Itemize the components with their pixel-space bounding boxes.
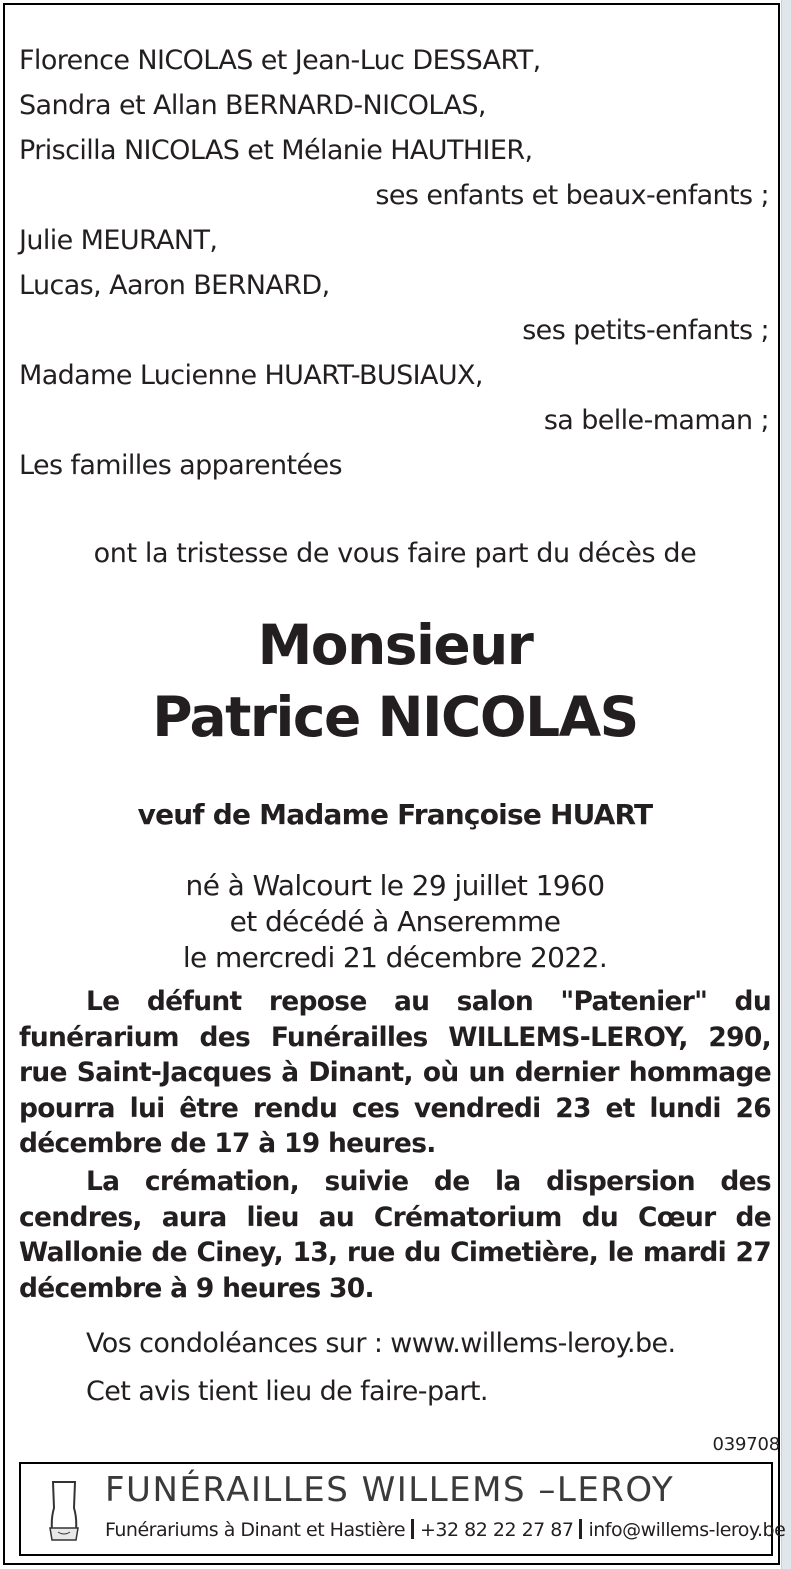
announcement-text: ont la tristesse de vous faire part du décès de	[93, 538, 697, 569]
deceased-name: Patrice NICOLAS	[152, 685, 638, 749]
wake-text: Le défunt repose au salon "Patenier" du funérarium des Funérailles WILLEMS-LEROY, 290, rue Saint-Jacques à Dinant, où un dernier hommage pourra lui être rendu ces vendredi 23 et lundi 26 décembre de 17 à 19 heures.	[19, 986, 771, 1159]
death-date-line: le mercredi 21 décembre 2022.	[182, 941, 608, 974]
family-line: Julie MEURANT,	[19, 225, 218, 256]
family-role: ses enfants et beaux-enfants ;	[375, 180, 769, 211]
family-line: Les familles apparentées	[19, 450, 343, 481]
deceased-title: Monsieur	[257, 613, 533, 677]
brand-name: FUNÉRAILLES WILLEMS –LEROY	[105, 1470, 675, 1510]
side-strip	[781, 0, 791, 1569]
funeral-home-logo	[19, 1462, 786, 1556]
family-role: sa belle-maman ;	[543, 405, 769, 436]
divider	[411, 1519, 414, 1539]
family-line: Priscilla NICOLAS et Mélanie HAUTHIER,	[19, 135, 533, 166]
phone-number: +32 82 22 27 87	[420, 1519, 574, 1541]
cremation-text: La crémation, suivie de la dispersion des cendres, aura lieu au Crématorium du Cœur de Wallonie de Ciney, 13, rue du Cimetière, le mardi 27 décembre à 9 heures 30.	[19, 1166, 771, 1304]
condolences-line: Vos condoléances sur : www.willems-leroy.be.	[86, 1328, 676, 1359]
cremation-paragraph	[19, 1164, 771, 1306]
contact-line	[105, 1519, 785, 1541]
locations-text: Funérariums à Dinant et Hastière	[105, 1519, 406, 1541]
family-line: Sandra et Allan BERNARD-NICOLAS,	[19, 90, 486, 121]
family-line: Lucas, Aaron BERNARD,	[19, 270, 330, 301]
birth-line: né à Walcourt le 29 juillet 1960	[185, 869, 605, 902]
obituary-content	[19, 38, 771, 1407]
urn-icon	[47, 1478, 81, 1542]
widow-line: veuf de Madame Françoise HUART	[137, 798, 653, 831]
family-line: Madame Lucienne HUART-BUSIAUX,	[19, 360, 483, 391]
reference-number: 039708	[712, 1434, 780, 1455]
family-line: Florence NICOLAS et Jean-Luc DESSART,	[19, 45, 541, 76]
death-place-line: et décédé à Anseremme	[229, 905, 561, 938]
family-role: ses petits-enfants ;	[522, 315, 769, 346]
notice-line: Cet avis tient lieu de faire-part.	[86, 1376, 488, 1407]
email-address: info@willems-leroy.be	[588, 1519, 786, 1541]
wake-paragraph	[19, 984, 771, 1162]
divider	[579, 1519, 582, 1539]
